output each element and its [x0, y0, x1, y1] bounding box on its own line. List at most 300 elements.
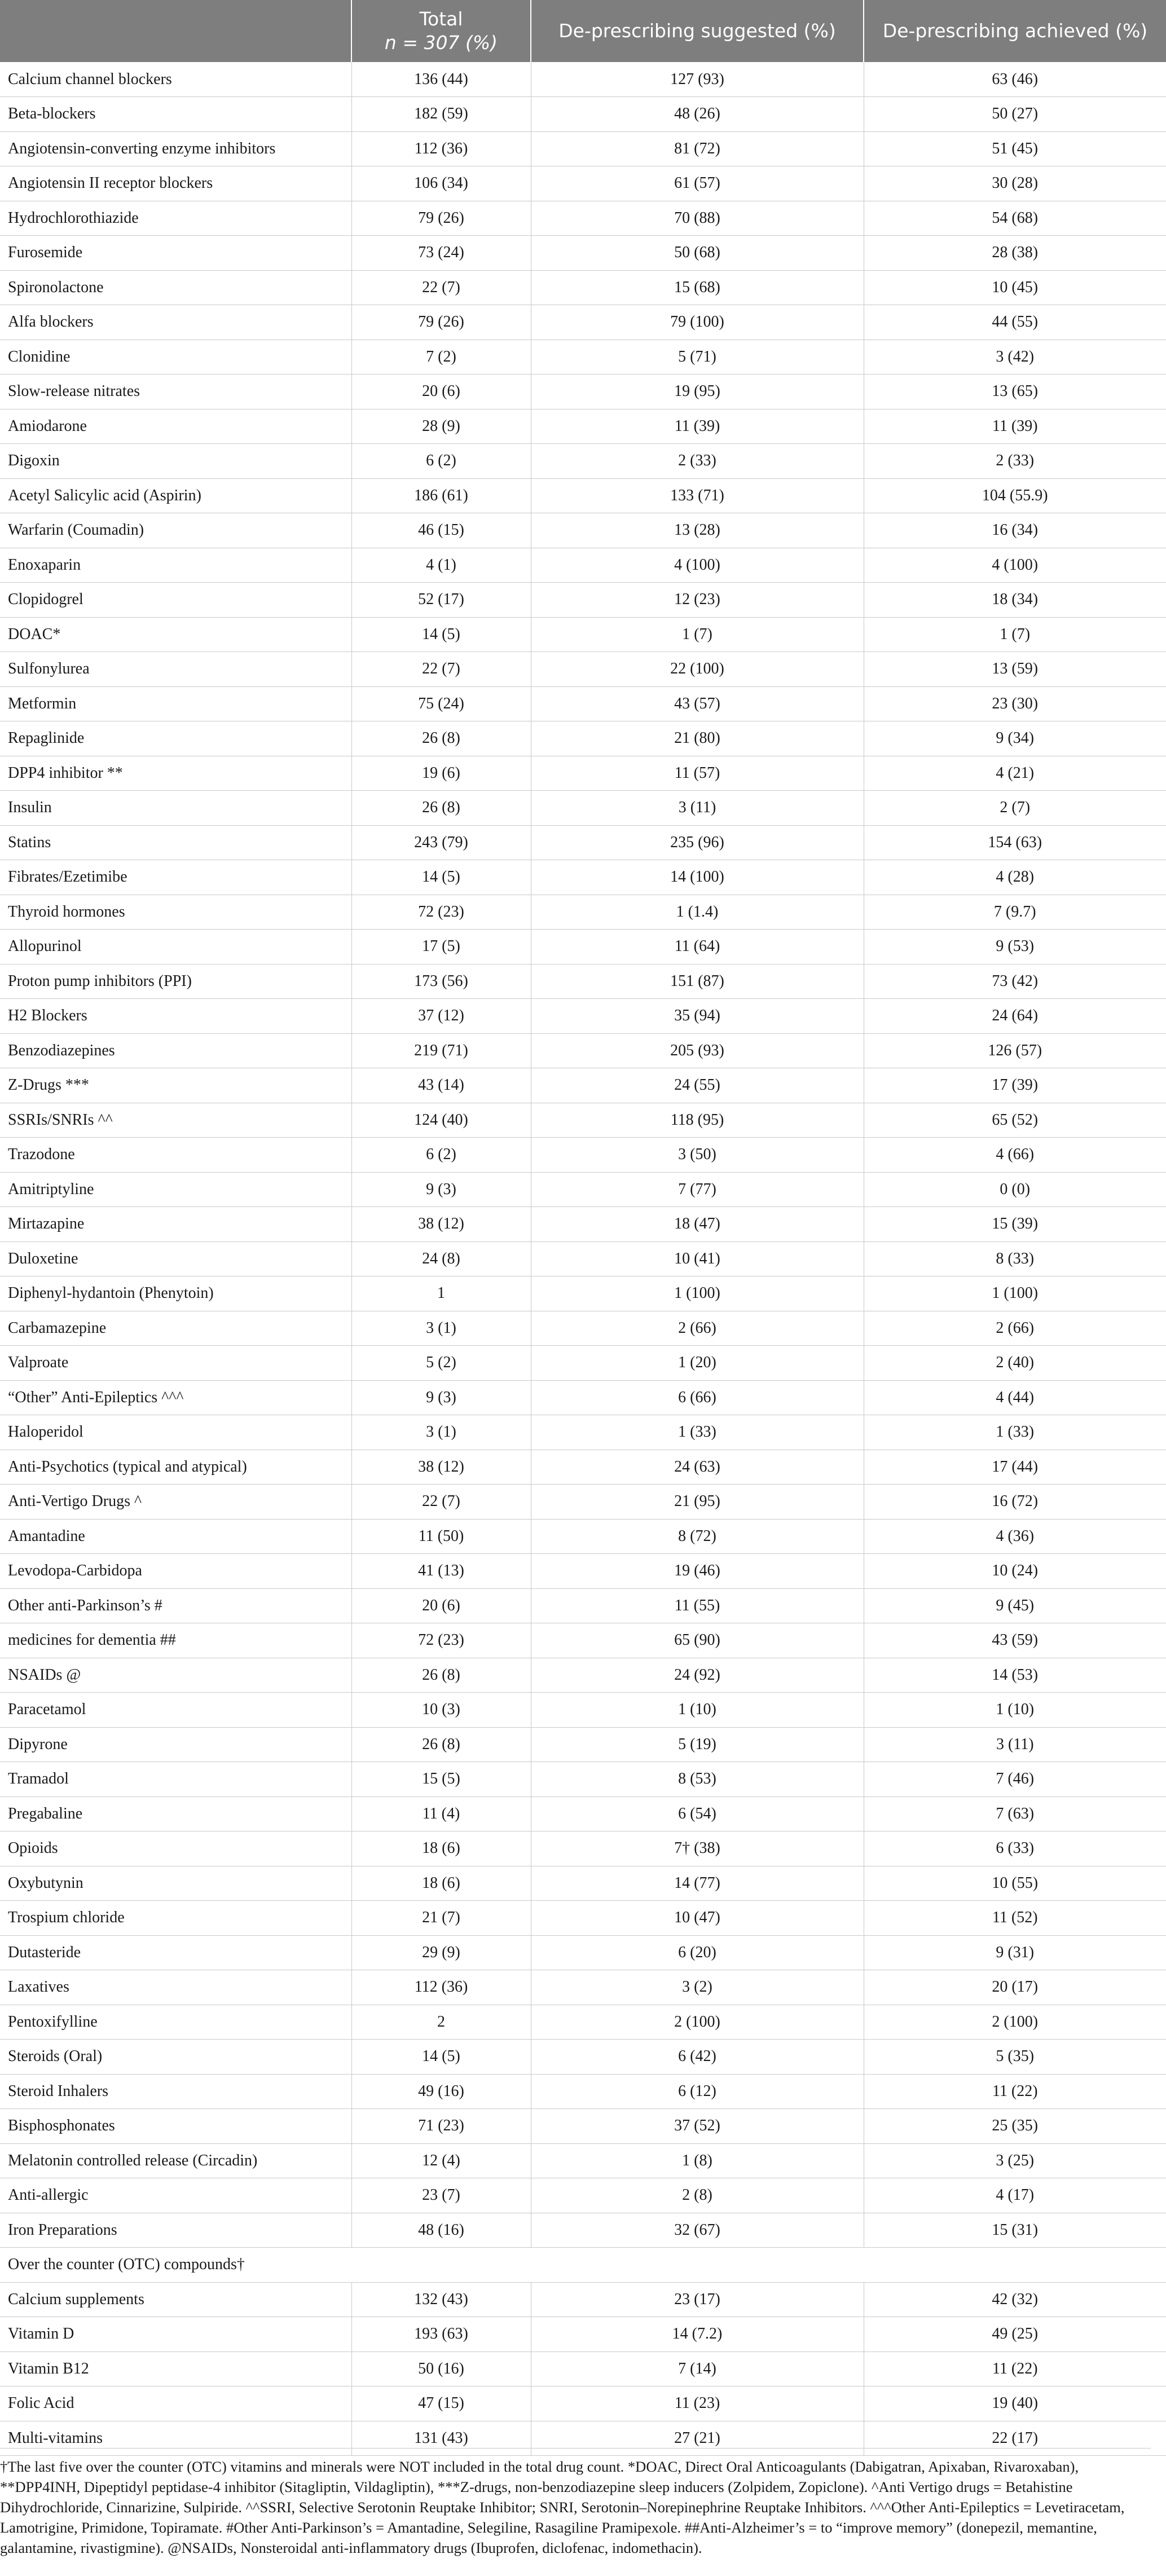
total-cell: 131 (43)	[351, 2421, 531, 2456]
suggested-cell: 3 (11)	[531, 791, 864, 826]
total-cell: 79 (26)	[351, 305, 531, 340]
total-cell: 37 (12)	[351, 999, 531, 1034]
drug-name-cell: H2 Blockers	[0, 999, 351, 1034]
total-cell: 124 (40)	[351, 1103, 531, 1138]
drug-name-cell: Opioids	[0, 1831, 351, 1866]
table-row	[0, 2040, 1166, 2075]
achieved-cell: 19 (40)	[864, 2386, 1166, 2421]
achieved-cell: 20 (17)	[864, 1970, 1166, 2005]
total-cell: 243 (79)	[351, 825, 531, 860]
suggested-cell: 6 (20)	[531, 1935, 864, 1970]
drug-name-cell: Valproate	[0, 1346, 351, 1381]
total-cell: 26 (8)	[351, 791, 531, 826]
total-cell: 14 (5)	[351, 860, 531, 895]
drug-name-cell: “Other” Anti-Epileptics ^^^	[0, 1380, 351, 1415]
drug-name-cell: Mirtazapine	[0, 1207, 351, 1242]
drug-name-cell: Melatonin controlled release (Circadin)	[0, 2143, 351, 2178]
table-row	[0, 583, 1166, 618]
achieved-cell: 13 (59)	[864, 652, 1166, 687]
suggested-cell: 1 (1.4)	[531, 895, 864, 930]
total-cell: 29 (9)	[351, 1935, 531, 1970]
achieved-cell: 10 (24)	[864, 1554, 1166, 1589]
achieved-cell: 8 (33)	[864, 1241, 1166, 1276]
table-row	[0, 1554, 1166, 1589]
drug-name-cell: Carbamazepine	[0, 1311, 351, 1346]
table-row	[0, 1241, 1166, 1276]
total-cell: 23 (7)	[351, 2178, 531, 2213]
table-header	[0, 0, 1166, 62]
drug-name-cell: Thyroid hormones	[0, 895, 351, 930]
total-cell: 28 (9)	[351, 409, 531, 444]
achieved-cell: 4 (17)	[864, 2178, 1166, 2213]
suggested-cell: 3 (50)	[531, 1138, 864, 1173]
total-cell: 5 (2)	[351, 1346, 531, 1381]
achieved-cell: 1 (7)	[864, 617, 1166, 652]
total-cell: 112 (36)	[351, 131, 531, 166]
total-cell: 7 (2)	[351, 340, 531, 375]
drug-name-cell: Acetyl Salicylic acid (Aspirin)	[0, 478, 351, 513]
suggested-cell: 6 (54)	[531, 1796, 864, 1831]
table-row	[0, 62, 1166, 97]
suggested-cell: 13 (28)	[531, 513, 864, 548]
achieved-cell: 9 (31)	[864, 1935, 1166, 1970]
total-cell: 112 (36)	[351, 1970, 531, 2005]
total-cell: 50 (16)	[351, 2352, 531, 2386]
drug-name-cell: Benzodiazepines	[0, 1033, 351, 1068]
achieved-cell: 15 (39)	[864, 1207, 1166, 1242]
total-cell: 11 (50)	[351, 1519, 531, 1554]
drug-name-cell: Trazodone	[0, 1138, 351, 1173]
suggested-cell: 1 (7)	[531, 617, 864, 652]
suggested-cell: 7† (38)	[531, 1831, 864, 1866]
suggested-cell: 1 (8)	[531, 2143, 864, 2178]
header-suggested-column: De-prescribing suggested (%)	[531, 0, 864, 62]
achieved-cell: 15 (31)	[864, 2213, 1166, 2248]
suggested-cell: 65 (90)	[531, 1623, 864, 1658]
suggested-cell: 15 (68)	[531, 270, 864, 305]
table-footnote: †The last five over the counter (OTC) vitamins and minerals were NOT included in the total drug count. *DOAC, Direct Oral Anticoagulants (Dabigatran, Apixaban, Rivaroxaban), **DPP4INH, Dipeptidyl peptidase-4 inhibitor (Sitagliptin, Vildagliptin), ***Z-drugs, non-benzodiazepine sleep inducers (Zolpidem, Zopiclone). ^Anti Vertigo drugs = Betahistine Dihydrochloride, Cinnarizine, Sulpiride. ^^SSRI, Selective Serotonin Reuptake Inhibitor; SNRI, Serotonin–Norepinephrine Reuptake Inhibitors. ^^^Other Anti-Epileptics = Levetiracetam, Lamotrigine, Primidone, Topiramate. #Other Anti-Parkinson’s = Amantadine, Selegiline, Rasagiline Pramipexole. ##Anti-Alzheimer’s = to “improve memory” (donepezil, memantine, galantamine, rivastigmine). @NSAIDs, Nonsteroidal anti-inflammatory drugs (Ibuprofen, diclofenac, indomethacin).	[0, 2448, 1151, 2558]
suggested-cell: 1 (33)	[531, 1415, 864, 1450]
suggested-cell: 8 (72)	[531, 1519, 864, 1554]
table-row	[0, 548, 1166, 583]
achieved-cell: 30 (28)	[864, 166, 1166, 201]
table-row	[0, 686, 1166, 721]
drug-name-cell: Paracetamol	[0, 1693, 351, 1728]
achieved-cell: 22 (17)	[864, 2421, 1166, 2456]
achieved-cell: 4 (21)	[864, 756, 1166, 791]
total-cell: 71 (23)	[351, 2109, 531, 2144]
achieved-cell: 2 (40)	[864, 1346, 1166, 1381]
achieved-cell: 9 (53)	[864, 930, 1166, 965]
drug-name-cell: Anti-Psychotics (typical and atypical)	[0, 1450, 351, 1485]
suggested-cell: 19 (95)	[531, 375, 864, 409]
achieved-cell: 1 (33)	[864, 1415, 1166, 1450]
table-row	[0, 825, 1166, 860]
achieved-cell: 3 (25)	[864, 2143, 1166, 2178]
section-row	[0, 2248, 1166, 2283]
suggested-cell: 37 (52)	[531, 2109, 864, 2144]
drug-name-cell: DPP4 inhibitor **	[0, 756, 351, 791]
header-total-label: Total	[419, 8, 463, 30]
suggested-cell: 14 (77)	[531, 1866, 864, 1901]
suggested-cell: 2 (33)	[531, 444, 864, 479]
suggested-cell: 21 (95)	[531, 1485, 864, 1520]
drug-name-cell: Digoxin	[0, 444, 351, 479]
total-cell: 132 (43)	[351, 2282, 531, 2317]
suggested-cell: 1 (100)	[531, 1276, 864, 1311]
section-label: Over the counter (OTC) compounds†	[0, 2248, 1166, 2283]
achieved-cell: 54 (68)	[864, 201, 1166, 236]
drug-name-cell: Multi-vitamins	[0, 2421, 351, 2456]
drug-name-cell: Beta-blockers	[0, 97, 351, 132]
table-row	[0, 2143, 1166, 2178]
achieved-cell: 73 (42)	[864, 964, 1166, 999]
table-row	[0, 409, 1166, 444]
table-row	[0, 444, 1166, 479]
total-cell: 22 (7)	[351, 270, 531, 305]
achieved-cell: 49 (25)	[864, 2317, 1166, 2352]
suggested-cell: 24 (55)	[531, 1068, 864, 1103]
total-cell: 38 (12)	[351, 1450, 531, 1485]
total-cell: 3 (1)	[351, 1415, 531, 1450]
table-row	[0, 201, 1166, 236]
suggested-cell: 2 (100)	[531, 2005, 864, 2040]
total-cell: 21 (7)	[351, 1901, 531, 1936]
table-row	[0, 1901, 1166, 1936]
drug-name-cell: Iron Preparations	[0, 2213, 351, 2248]
suggested-cell: 14 (7.2)	[531, 2317, 864, 2352]
achieved-cell: 13 (65)	[864, 375, 1166, 409]
table-row	[0, 2178, 1166, 2213]
achieved-cell: 65 (52)	[864, 1103, 1166, 1138]
total-cell: 4 (1)	[351, 548, 531, 583]
table-row	[0, 1103, 1166, 1138]
suggested-cell: 81 (72)	[531, 131, 864, 166]
suggested-cell: 3 (2)	[531, 1970, 864, 2005]
suggested-cell: 118 (95)	[531, 1103, 864, 1138]
table-row	[0, 166, 1166, 201]
drug-name-cell: Calcium supplements	[0, 2282, 351, 2317]
drug-name-cell: Duloxetine	[0, 1241, 351, 1276]
suggested-cell: 22 (100)	[531, 652, 864, 687]
table-row	[0, 2317, 1166, 2352]
total-cell: 1	[351, 1276, 531, 1311]
achieved-cell: 42 (32)	[864, 2282, 1166, 2317]
achieved-cell: 1 (10)	[864, 1693, 1166, 1728]
drug-name-cell: Angiotensin-converting enzyme inhibitors	[0, 131, 351, 166]
achieved-cell: 16 (34)	[864, 513, 1166, 548]
table-row	[0, 478, 1166, 513]
suggested-cell: 11 (55)	[531, 1588, 864, 1623]
total-cell: 79 (26)	[351, 201, 531, 236]
drug-name-cell: Steroids (Oral)	[0, 2040, 351, 2075]
table-row	[0, 1796, 1166, 1831]
achieved-cell: 2 (100)	[864, 2005, 1166, 2040]
table-row	[0, 2074, 1166, 2109]
table-row	[0, 1311, 1166, 1346]
total-cell: 18 (6)	[351, 1866, 531, 1901]
total-cell: 24 (8)	[351, 1241, 531, 1276]
achieved-cell: 2 (7)	[864, 791, 1166, 826]
achieved-cell: 0 (0)	[864, 1172, 1166, 1207]
total-cell: 20 (6)	[351, 1588, 531, 1623]
achieved-cell: 28 (38)	[864, 236, 1166, 271]
suggested-cell: 2 (8)	[531, 2178, 864, 2213]
achieved-cell: 2 (66)	[864, 1311, 1166, 1346]
achieved-cell: 4 (36)	[864, 1519, 1166, 1554]
total-cell: 19 (6)	[351, 756, 531, 791]
table-body	[0, 62, 1166, 2456]
drug-name-cell: Angiotensin II receptor blockers	[0, 166, 351, 201]
suggested-cell: 10 (41)	[531, 1241, 864, 1276]
achieved-cell: 50 (27)	[864, 97, 1166, 132]
table-row	[0, 652, 1166, 687]
table-row	[0, 2282, 1166, 2317]
achieved-cell: 11 (22)	[864, 2074, 1166, 2109]
achieved-cell: 25 (35)	[864, 2109, 1166, 2144]
total-cell: 186 (61)	[351, 478, 531, 513]
achieved-cell: 10 (45)	[864, 270, 1166, 305]
suggested-cell: 7 (77)	[531, 1172, 864, 1207]
suggested-cell: 11 (39)	[531, 409, 864, 444]
suggested-cell: 35 (94)	[531, 999, 864, 1034]
achieved-cell: 4 (44)	[864, 1380, 1166, 1415]
achieved-cell: 154 (63)	[864, 825, 1166, 860]
drug-name-cell: Fibrates/Ezetimibe	[0, 860, 351, 895]
suggested-cell: 205 (93)	[531, 1033, 864, 1068]
total-cell: 47 (15)	[351, 2386, 531, 2421]
suggested-cell: 70 (88)	[531, 201, 864, 236]
suggested-cell: 10 (47)	[531, 1901, 864, 1936]
total-cell: 193 (63)	[351, 2317, 531, 2352]
suggested-cell: 23 (17)	[531, 2282, 864, 2317]
drug-name-cell: Trospium chloride	[0, 1901, 351, 1936]
drug-name-cell: Dipyrone	[0, 1727, 351, 1762]
suggested-cell: 61 (57)	[531, 166, 864, 201]
total-cell: 22 (7)	[351, 652, 531, 687]
achieved-cell: 7 (63)	[864, 1796, 1166, 1831]
total-cell: 20 (6)	[351, 375, 531, 409]
achieved-cell: 2 (33)	[864, 444, 1166, 479]
table-row	[0, 964, 1166, 999]
table-row	[0, 617, 1166, 652]
suggested-cell: 27 (21)	[531, 2421, 864, 2456]
total-cell: 22 (7)	[351, 1485, 531, 1520]
total-cell: 75 (24)	[351, 686, 531, 721]
table-row	[0, 1068, 1166, 1103]
achieved-cell: 4 (100)	[864, 548, 1166, 583]
drug-name-cell: Statins	[0, 825, 351, 860]
table-row	[0, 2386, 1166, 2421]
suggested-cell: 14 (100)	[531, 860, 864, 895]
drug-name-cell: Pregabaline	[0, 1796, 351, 1831]
total-cell: 10 (3)	[351, 1693, 531, 1728]
table-row	[0, 1588, 1166, 1623]
table-row	[0, 721, 1166, 756]
achieved-cell: 44 (55)	[864, 305, 1166, 340]
table-row	[0, 1658, 1166, 1693]
total-cell: 12 (4)	[351, 2143, 531, 2178]
table-row	[0, 236, 1166, 271]
achieved-cell: 43 (59)	[864, 1623, 1166, 1658]
table-row	[0, 1346, 1166, 1381]
achieved-cell: 17 (44)	[864, 1450, 1166, 1485]
suggested-cell: 24 (92)	[531, 1658, 864, 1693]
drug-name-cell: Tramadol	[0, 1762, 351, 1797]
achieved-cell: 5 (35)	[864, 2040, 1166, 2075]
drug-name-cell: Other anti-Parkinson’s #	[0, 1588, 351, 1623]
table-row	[0, 1866, 1166, 1901]
table-row	[0, 1727, 1166, 1762]
total-cell: 14 (5)	[351, 617, 531, 652]
header-drug-column	[0, 0, 351, 62]
total-cell: 52 (17)	[351, 583, 531, 618]
achieved-cell: 1 (100)	[864, 1276, 1166, 1311]
drug-name-cell: Diphenyl-hydantoin (Phenytoin)	[0, 1276, 351, 1311]
drug-name-cell: Amitriptyline	[0, 1172, 351, 1207]
table-row	[0, 1172, 1166, 1207]
achieved-cell: 16 (72)	[864, 1485, 1166, 1520]
total-cell: 2	[351, 2005, 531, 2040]
total-cell: 26 (8)	[351, 721, 531, 756]
table-row	[0, 2352, 1166, 2386]
suggested-cell: 11 (57)	[531, 756, 864, 791]
suggested-cell: 5 (71)	[531, 340, 864, 375]
drug-name-cell: Laxatives	[0, 1970, 351, 2005]
suggested-cell: 151 (87)	[531, 964, 864, 999]
table-row	[0, 375, 1166, 409]
suggested-cell: 4 (100)	[531, 548, 864, 583]
table-row	[0, 131, 1166, 166]
suggested-cell: 6 (12)	[531, 2074, 864, 2109]
drug-name-cell: Slow-release nitrates	[0, 375, 351, 409]
total-cell: 72 (23)	[351, 895, 531, 930]
suggested-cell: 12 (23)	[531, 583, 864, 618]
table-row	[0, 1207, 1166, 1242]
drug-name-cell: Enoxaparin	[0, 548, 351, 583]
drug-name-cell: Clonidine	[0, 340, 351, 375]
table-row	[0, 2109, 1166, 2144]
total-cell: 73 (24)	[351, 236, 531, 271]
drug-name-cell: DOAC*	[0, 617, 351, 652]
suggested-cell: 24 (63)	[531, 1450, 864, 1485]
achieved-cell: 51 (45)	[864, 131, 1166, 166]
achieved-cell: 7 (9.7)	[864, 895, 1166, 930]
drug-name-cell: Spironolactone	[0, 270, 351, 305]
suggested-cell: 8 (53)	[531, 1762, 864, 1797]
table-row	[0, 270, 1166, 305]
drug-name-cell: Furosemide	[0, 236, 351, 271]
table-row	[0, 1970, 1166, 2005]
drug-name-cell: Pentoxifylline	[0, 2005, 351, 2040]
table-row	[0, 1138, 1166, 1173]
suggested-cell: 7 (14)	[531, 2352, 864, 2386]
total-cell: 11 (4)	[351, 1796, 531, 1831]
achieved-cell: 14 (53)	[864, 1658, 1166, 1693]
achieved-cell: 17 (39)	[864, 1068, 1166, 1103]
total-cell: 106 (34)	[351, 166, 531, 201]
total-cell: 182 (59)	[351, 97, 531, 132]
suggested-cell: 18 (47)	[531, 1207, 864, 1242]
table-row	[0, 2005, 1166, 2040]
table-row	[0, 1693, 1166, 1728]
achieved-cell: 63 (46)	[864, 62, 1166, 97]
suggested-cell: 1 (20)	[531, 1346, 864, 1381]
total-cell: 14 (5)	[351, 2040, 531, 2075]
drug-name-cell: Proton pump inhibitors (PPI)	[0, 964, 351, 999]
drug-name-cell: Anti-allergic	[0, 2178, 351, 2213]
suggested-cell: 6 (42)	[531, 2040, 864, 2075]
total-cell: 17 (5)	[351, 930, 531, 965]
total-cell: 18 (6)	[351, 1831, 531, 1866]
achieved-cell: 126 (57)	[864, 1033, 1166, 1068]
achieved-cell: 3 (42)	[864, 340, 1166, 375]
suggested-cell: 43 (57)	[531, 686, 864, 721]
drug-name-cell: Vitamin D	[0, 2317, 351, 2352]
table-row	[0, 1831, 1166, 1866]
total-cell: 38 (12)	[351, 1207, 531, 1242]
achieved-cell: 18 (34)	[864, 583, 1166, 618]
suggested-cell: 19 (46)	[531, 1554, 864, 1589]
drug-name-cell: Clopidogrel	[0, 583, 351, 618]
drug-name-cell: Bisphosphonates	[0, 2109, 351, 2144]
drug-name-cell: Insulin	[0, 791, 351, 826]
table-row	[0, 1935, 1166, 1970]
table-row	[0, 513, 1166, 548]
drug-name-cell: Dutasteride	[0, 1935, 351, 1970]
suggested-cell: 48 (26)	[531, 97, 864, 132]
table-row	[0, 1380, 1166, 1415]
achieved-cell: 11 (22)	[864, 2352, 1166, 2386]
table-row	[0, 791, 1166, 826]
suggested-cell: 11 (64)	[531, 930, 864, 965]
total-cell: 3 (1)	[351, 1311, 531, 1346]
drug-name-cell: Hydrochlorothiazide	[0, 201, 351, 236]
total-cell: 136 (44)	[351, 62, 531, 97]
total-cell: 6 (2)	[351, 444, 531, 479]
achieved-cell: 9 (34)	[864, 721, 1166, 756]
total-cell: 15 (5)	[351, 1762, 531, 1797]
header-achieved-column: De-prescribing achieved (%)	[864, 0, 1166, 62]
table-row	[0, 340, 1166, 375]
suggested-cell: 235 (96)	[531, 825, 864, 860]
suggested-cell: 79 (100)	[531, 305, 864, 340]
achieved-cell: 11 (52)	[864, 1901, 1166, 1936]
table-row	[0, 1033, 1166, 1068]
drug-name-cell: Metformin	[0, 686, 351, 721]
total-cell: 72 (23)	[351, 1623, 531, 1658]
total-cell: 46 (15)	[351, 513, 531, 548]
total-cell: 9 (3)	[351, 1380, 531, 1415]
drug-name-cell: Z-Drugs ***	[0, 1068, 351, 1103]
drug-name-cell: Repaglinide	[0, 721, 351, 756]
suggested-cell: 5 (19)	[531, 1727, 864, 1762]
drug-name-cell: Allopurinol	[0, 930, 351, 965]
suggested-cell: 1 (10)	[531, 1693, 864, 1728]
table-row	[0, 1519, 1166, 1554]
drug-name-cell: Vitamin B12	[0, 2352, 351, 2386]
drug-name-cell: Sulfonylurea	[0, 652, 351, 687]
table-row	[0, 930, 1166, 965]
table-row	[0, 1450, 1166, 1485]
table-row	[0, 305, 1166, 340]
suggested-cell: 32 (67)	[531, 2213, 864, 2248]
table-row	[0, 1276, 1166, 1311]
total-cell: 173 (56)	[351, 964, 531, 999]
total-cell: 26 (8)	[351, 1658, 531, 1693]
table-row	[0, 860, 1166, 895]
achieved-cell: 24 (64)	[864, 999, 1166, 1034]
